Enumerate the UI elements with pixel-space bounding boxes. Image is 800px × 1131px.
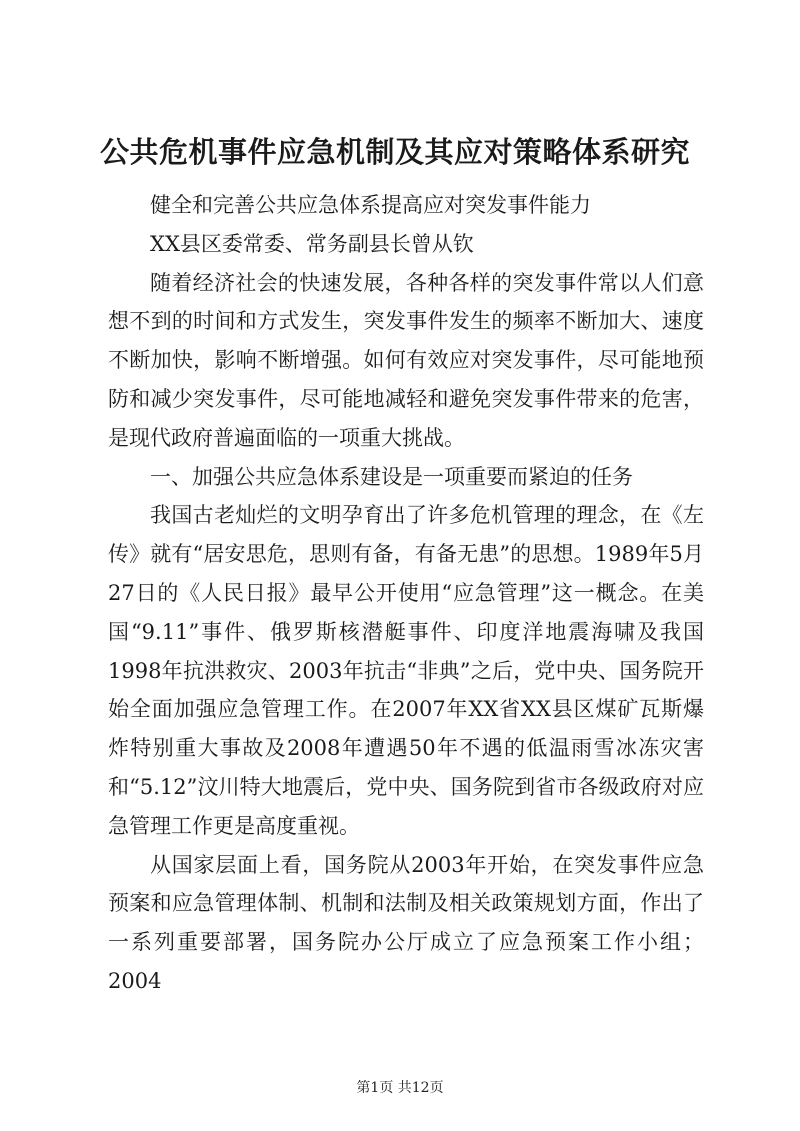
- subtitle-paragraph: 健全和完善公共应急体系提高应对突发事件能力: [150, 193, 591, 217]
- body-paragraph: 从国家层面上看，国务院从2003年开始，在突发事件应急预案和应急管理体制、机制和法制及相关政策规划方面，作出了一系列重要部署，国务院办公厅成立了应急预案工作小组；2004: [108, 852, 704, 993]
- document-body: [108, 186, 704, 1001]
- section-heading: 一、加强公共应急体系建设是一项重要而紧迫的任务: [150, 464, 633, 489]
- page-footer: 第1页 共12页: [356, 1080, 444, 1096]
- intro-paragraph: 随着经济社会的快速发展，各种各样的突发事件常以人们意想不到的时间和方式发生，突发事件发生的频率不断加大、速度不断加快，影响不断增强。如何有效应对突发事件，尽可能地预防和减少突发事件，尽可能地减轻和避免突发事件带来的危害，是现代政府普遍面临的一项重大挑战。: [108, 270, 704, 450]
- body-paragraph: 我国古老灿烂的文明孕育出了许多危机管理的理念，在《左传》就有“居安思危，思则有备，有备无患”的思想。1989年5月27日的《人民日报》最早公开使用“应急管理”这一概念。在美国“9.11”事件、俄罗斯核潜艇事件、印度洋地震海啸及我国1998年抗洪救灾、2003年抗击“非典”之后，党中央、国务院开始全面加强应急管理工作。在2007年XX省XX县区煤矿瓦斯爆炸特别重大事故及2008年遭遇50年不遇的低温雨雪冰冻灾害和“5.12”汶川特大地震后，党中央、国务院到省市各级政府对应急管理工作更是高度重视。: [108, 503, 704, 838]
- document-title: 公共危机事件应急机制及其应对策略体系研究: [100, 135, 691, 169]
- author-paragraph: XX县区委常委、常务副县长曾从钦: [150, 231, 474, 256]
